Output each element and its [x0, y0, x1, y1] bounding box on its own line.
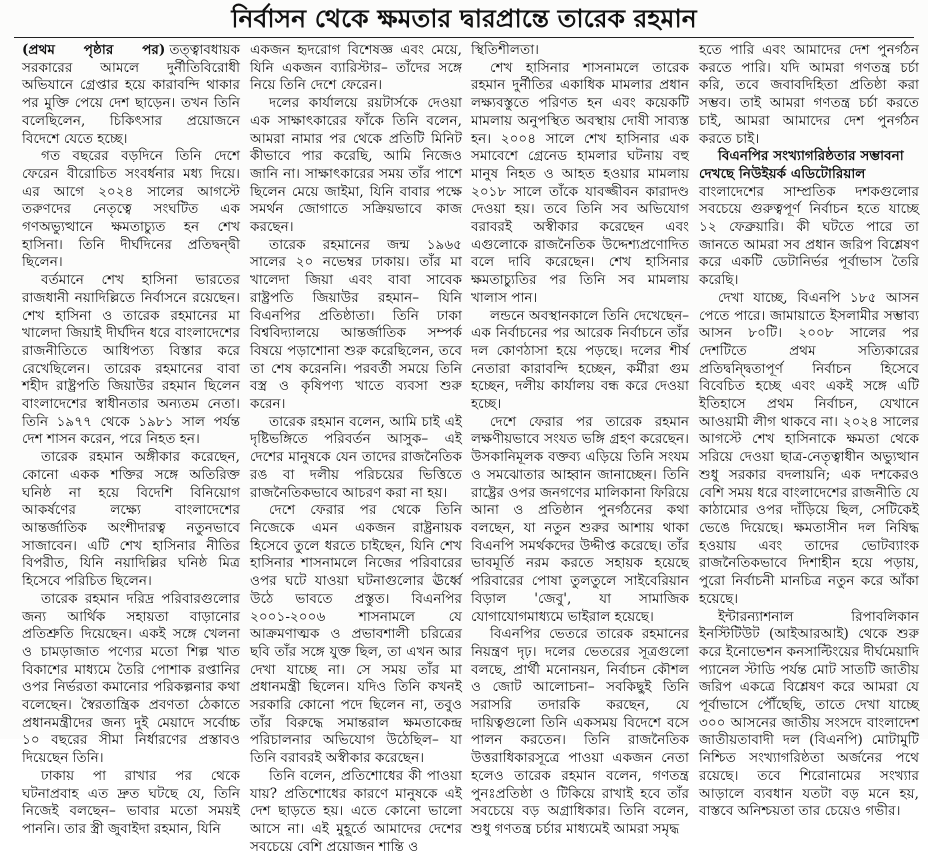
article-paragraph: দেশে ফেরার পর তারেক রহমান লক্ষণীয়ভাবে সংযত ভঙ্গি গ্রহণ করেছেন। উসকানিমূলক বক্তব্য এড়িয়ে তিনি সংযম ও সমঝোতার আহ্বান জানাচ্ছেন। তিনি রাষ্ট্রের ওপর জনগণের মালিকানা ফিরিয়ে আনা ও প্রতিষ্ঠান পুনর্গঠনের কথা বলছেন, যা নতুন শুরুর আশায় থাকা বিএনপি সমর্থকদের উদ্দীপ্ত করেছে। তাঁর ভাবমূর্তি নরম করতে সহায়ক হয়েছে পরিবারের পোষা তুলতুলে সাইবেরিয়ান বিড়াল 'জেবু', যা সামাজিক যোগাযোগমাধ্যমে ভাইরাল হয়েছে। [471, 413, 689, 625]
headline-bar [14, 0, 914, 38]
paragraph-text: তত্ত্বাবধায়ক সরকারের আমলে দুর্নীতিবিরোধী অভিযানে গ্রেপ্তার হয়ে কারাবন্দি থাকার পর মুক্তি পেয়ে দেশ ছাড়েন। তখন তিনি বলেছিলেন, চিকিৎসার প্রয়োজনে বিদেশে যেতে হচ্ছে। [22, 42, 240, 147]
headline: নির্বাসন থেকে ক্ষমতার দ্বারপ্রান্তে তারেক রহমান [231, 4, 697, 33]
continuation-label: (প্রথম পৃষ্ঠার পর) [22, 42, 166, 58]
article-paragraph: স্থিতিশীলতা। [471, 42, 540, 58]
article-paragraph: হতে পারি এবং আমাদের দেশ পুনর্গঠন করতে পারি। যদি আমরা গণতন্ত্র চর্চা করি, তবে জবাবদিহিতা প্রতিষ্ঠা করা সম্ভব। তাই আমরা গণতন্ত্র চর্চা করতে চাই, আমরা আমাদের দেশ পুনর্গঠন করতে চাই। [699, 42, 919, 147]
article-paragraph: তারেক রহমান দরিদ্র পরিবারগুলোর জন্য আর্থিক সহায়তা বাড়ানোর প্রতিশ্রুতি দিয়েছেন। একই সঙ্গে খেলনা ও চামড়াজাত পণ্যের মতো শিল্প খাত বিকাশের মাধ্যমে তৈরি পোশাক রপ্তানির ওপর নির্ভরতা কমানোর পরিকল্পনার কথা বলেছেন। স্বৈরতান্ত্রিক প্রবণতা ঠেকাতে প্রধানমন্ত্রীদের জন্য দুই মেয়াদে সর্বোচ্চ ১০ বছরের সীমা নির্ধারণের প্রস্তাবও দিয়েছেন তিনি। [22, 590, 240, 767]
article-paragraph: তারেক রহমান বলেন, আমি চাই এই দৃষ্টিভঙ্গিতে পরিবর্তন আসুক– এই দেশের মানুষকে যেন তাদের রাজনৈতিক রঙ বা দলীয় পরিচয়ের ভিত্তিতে রাজনৈতিকভাবে আচরণ করা না হয়। [250, 413, 462, 501]
section-subhead: বিএনপির সংখ্যাগরিষ্ঠতার সম্ভাবনা দেখছে নিউইয়র্ক এডিটোরিয়াল [699, 148, 904, 182]
article-paragraph: দেখা যাচ্ছে, বিএনপি ১৮৫ আসন পেতে পারে। জামায়াতে ইসলামীর সম্ভাব্য আসন ৮০টি। ২০০৮ সালের পর দেশটিতে প্রথম সত্যিকারের প্রতিদ্বন্দ্বিতাপূর্ণ নির্বাচন হিসেবে বিবেচিত হচ্ছে এবং একই সঙ্গে এটি ইতিহাসে প্রথম নির্বাচন, যেখানে আওয়ামী লীগ থাকবে না। ২০২৪ সালের আগস্টে শেখ হাসিনাকে ক্ষমতা থেকে সরিয়ে দেওয়া ছাত্র-নেতৃত্বাধীন অভ্যুত্থান শুধু সরকার বদলায়নি; এক দশকেরও বেশি সময় ধরে বাংলাদেশের রাজনীতি যে কাঠামোর ওপর দাঁড়িয়ে ছিল, সেটিকেই ভেঙে দিয়েছে। ক্ষমতাসীন দল নিষিদ্ধ হওয়ায় এবং তাদের ভোটব্যাংক রাজনৈতিকভাবে দিশাহীন হয়ে পড়ায়, পুরো নির্বাচনী মানচিত্র নতুন করে আঁকা হয়েছে। [699, 289, 919, 607]
article-paragraph: লন্ডনে অবস্থানকালে তিনি দেখেছেন– এক নির্বাচনের পর আরেক নির্বাচনে তাঁর দল কোণঠাসা হয়ে পড়ছে। দলের শীর্ষ নেতারা কারাবন্দি হচ্ছেন, কর্মীরা গুম হচ্ছেন, দলীয় কার্যালয় বন্ধ করে দেওয়া হচ্ছে। [471, 307, 689, 413]
article-paragraph: ঢাকায় পা রাখার পর থেকে ঘটনাপ্রবাহ এত দ্রুত ঘটছে যে, তিনি নিজেই বলছেন– ভাবার মতো সময়ই পাননি। তার স্ত্রী জুবাইদা রহমান, যিনি [22, 767, 240, 837]
article-paragraph: দলের কার্যালয়ে রয়টার্সকে দেওয়া এক সাক্ষাৎকারের ফাঁকে তিনি বলেন, আমরা নামার পর থেকে প্রতিটি মিনিট কীভাবে পার করেছি, আমি নিজেও জানি না। সাক্ষাৎকারের সময় তাঁর পাশে ছিলেন মেয়ে জাইমা, যিনি বাবার পক্ষে সমর্থন জোগাতে সক্রিয়ভাবে কাজ করছেন। [250, 95, 462, 236]
article-paragraph: তারেক রহমানের জন্ম ১৯৬৫ সালের ২০ নভেম্বর ঢাকায়। তাঁর মা খালেদা জিয়া এবং বাবা সাবেক রাষ্ট্রপতি জিয়াউর রহমান– যিনি বিএনপির প্রতিষ্ঠাতা। তিনি ঢাকা বিশ্ববিদ্যালয়ে আন্তর্জাতিক সম্পর্ক বিষয়ে পড়াশোনা শুরু করেছিলেন, তবে তা শেষ করেননি। পরবর্তী সময়ে তিনি বস্ত্র ও কৃষিপণ্য খাতে ব্যবসা শুরু করেন। [250, 236, 462, 413]
article-column-3 [471, 42, 689, 837]
article-paragraph: বাংলাদেশের সাম্প্রতিক দশকগুলোর সবচেয়ে গুরুত্বপূর্ণ নির্বাচন হতে যাচ্ছে ১২ ফেব্রুয়ারি। কী ঘটতে পারে তা জানতে আমরা সব প্রধান জরিপ বিশ্লেষণ করে একটি ডেটানির্ভর পূর্বাভাস তৈরি করেছি। [699, 183, 919, 289]
article-paragraph [22, 42, 240, 148]
article-paragraph: বিএনপির ভেতরে তারেক রহমানের নিয়ন্ত্রণ দৃঢ়। দলের ভেতরের সূত্রগুলো বলছে, প্রার্থী মনোনয়ন, নির্বাচন কৌশল ও জোট আলোচনা– সবকিছুই তিনি সরাসরি তদারকি করছেন, যে দায়িত্বগুলো তিনি একসময় বিদেশে বসে পালন করতেন। তিনি রাজনৈতিক উত্তরাধিকারসূত্রে পাওয়া একজন নেতা হলেও তারেক রহমান বলেন, গণতন্ত্র পুনঃপ্রতিষ্ঠা ও টিকিয়ে রাখাই হবে তাঁর সবচেয়ে বড় অগ্রাধিকার। তিনি বলেন, শুধু গণতন্ত্র চর্চার মাধ্যমেই আমরা সমৃদ্ধ [471, 626, 689, 837]
article-paragraph: গত বছরের বড়দিনে তিনি দেশে ফেরেন বীরোচিত সংবর্ধনার মধ্য দিয়ে। এর আগে ২০২৪ সালের আগস্টে তরুণদের নেতৃত্বে সংঘটিত এক গণঅভ্যুত্থানে ক্ষমতাচ্যুত হন শেখ হাসিনা। তিনি দীর্ঘদিনের প্রতিদ্বন্দ্বী ছিলেন। [22, 148, 240, 271]
article-paragraph: একজন হৃদরোগ বিশেষজ্ঞ এবং মেয়ে, যিনি একজন ব্যারিস্টার– তাঁদের সঙ্গে নিয়ে তিনি দেশে ফেরেন। [250, 42, 462, 94]
article-paragraph: তিনি বলেন, প্রতিশোধের কী পাওয়া যায়? প্রতিশোধের কারণে মানুষকে এই দেশ ছাড়তে হয়। এতে কোনো ভালো আসে না। এই মুহূর্তে আমাদের দেশের সবচেয়ে বেশি প্রয়োজন শান্তি ও [250, 767, 462, 855]
article-paragraph: শেখ হাসিনার শাসনামলে তারেক রহমান দুর্নীতির একাধিক মামলার প্রধান লক্ষ্যবস্তুতে পরিণত হন এবং কয়েকটি মামলায় অনুপস্থিত অবস্থায় দোষী সাব্যস্ত হন। ২০০৪ সালে শেখ হাসিনার এক সমাবেশে গ্রেনেড হামলার ঘটনায় বহু মানুষ নিহত ও আহত হওয়ার মামলায় ২০১৮ সালে তাঁকে যাবজ্জীবন কারাদণ্ড দেওয়া হয়। তবে তিনি সব অভিযোগ বরাবরই অস্বীকার করেছেন এবং এগুলোকে রাজনৈতিক উদ্দেশ্যপ্রণোদিত বলে দাবি করেছেন। শেখ হাসিনার ক্ষমতাচ্যুতির পর তিনি সব মামলায় খালাস পান। [471, 59, 689, 306]
article-paragraph: ইন্টারন্যাশনাল রিপাবলিকান ইনস্টিটিউট (আইআরআই) থেকে শুরু করে ইনোভেশন কনসাল্টিংয়ের দীর্ঘমেয়াদি প্যানেল স্টাডি পর্যন্ত মোট সাতটি জাতীয় জরিপ একত্রে বিশ্লেষণ করে আমরা যে পূর্বাভাসে পৌঁছেছি, তাতে দেখা যাচ্ছে ৩০০ আসনের জাতীয় সংসদে বাংলাদেশ জাতীয়তাবাদী দল (বিএনপি) মোটামুটি নিশ্চিত সংখ্যাগরিষ্ঠতা অর্জনের পথে রয়েছে। তবে শিরোনামের সংখ্যার আড়ালে ব্যবধান যতটা বড় মনে হয়, বাস্তবে অনিশ্চয়তা তার চেয়েও গভীর। [699, 608, 919, 820]
article-paragraph: বর্তমানে শেখ হাসিনা ভারতের রাজধানী নয়াদিল্লিতে নির্বাসনে রয়েছেন। শেখ হাসিনা ও তারেক রহমানের মা খালেদা জিয়াই দীর্ঘদিন ধরে বাংলাদেশের রাজনীতিতে আধিপত্য বিস্তার করে রেখেছিলেন। তারেক রহমানের বাবা শহীদ রাষ্ট্রপতি জিয়াউর রহমান ছিলেন বাংলাদেশের স্বাধীনতার অন্যতম নেতা। তিনি ১৯৭৭ থেকে ১৯৮১ সাল পর্যন্ত দেশ শাসন করেন, পরে নিহত হন। [22, 272, 240, 448]
article-column-1 [22, 42, 240, 837]
article-column-2 [250, 42, 462, 855]
article-paragraph: তারেক রহমান অঙ্গীকার করেছেন, কোনো একক শক্তির সঙ্গে অতিরিক্ত ঘনিষ্ঠ না হয়ে বিদেশি বিনিয়োগ আকর্ষণের লক্ষ্যে বাংলাদেশের আন্তর্জাতিক অংশীদারত্ব নতুনভাবে সাজাবেন। এটি শেখ হাসিনার নীতির বিপরীত, যিনি নয়াদিল্লির ঘনিষ্ঠ মিত্র হিসেবে পরিচিত ছিলেন। [22, 449, 240, 590]
article-column-4 [699, 42, 919, 820]
article-paragraph: দেশে ফেরার পর থেকে তিনি নিজেকে এমন একজন রাষ্ট্রনায়ক হিসেবে তুলে ধরতে চাইছেন, যিনি শেখ হাসিনার শাসনামলে নিজের পরিবারের ওপর ঘটে যাওয়া ঘটনাগুলোর ঊর্ধ্বে উঠে ভাবতে প্রস্তুত। বিএনপির ২০০১-২০০৬ শাসনামলে যে আক্রমণাত্মক ও প্রভাবশালী চরিত্রের ছবি তাঁর সঙ্গে যুক্ত ছিল, তা এখন আর দেখা যাচ্ছে না। সে সময় তাঁর মা প্রধানমন্ত্রী ছিলেন। যদিও তিনি কখনই সরকারি কোনো পদে ছিলেন না, তবুও তাঁর বিরুদ্ধে সমান্তরাল ক্ষমতাকেন্দ্র পরিচালনার অভিযোগ উঠেছিল– যা তিনি বরাবরই অস্বীকার করেছেন। [250, 502, 462, 767]
